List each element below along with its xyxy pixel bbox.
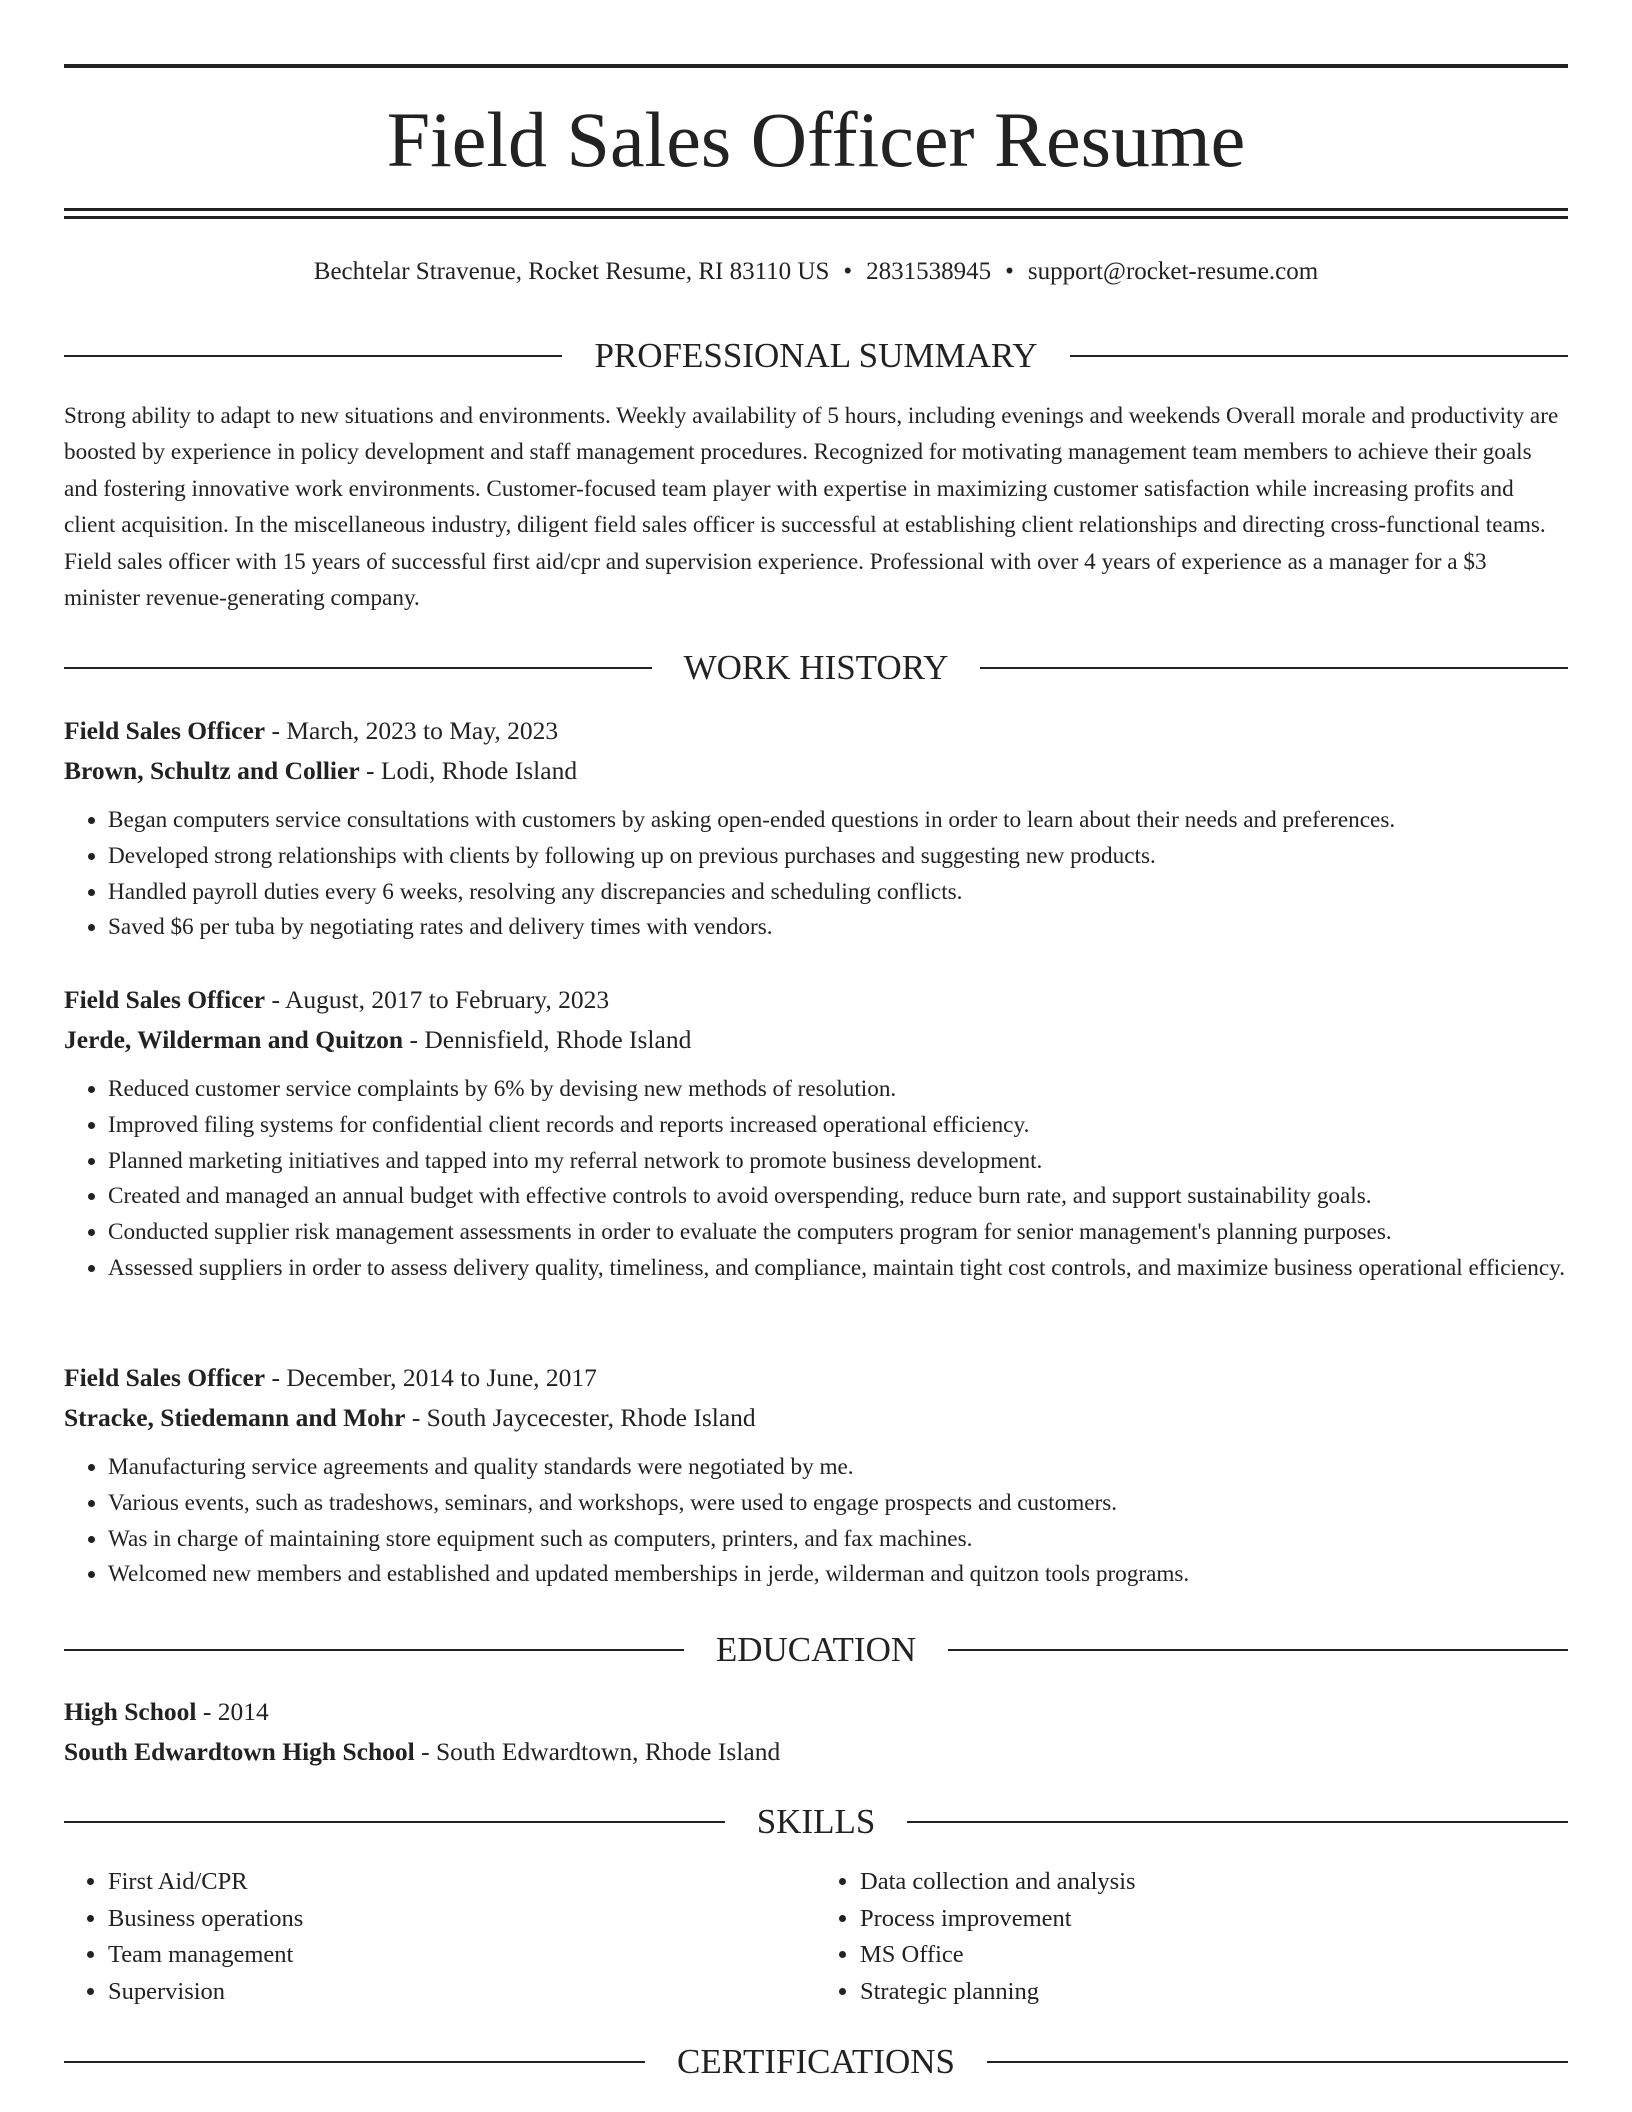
job-title: Field Sales Officer [64, 1363, 266, 1392]
skills-column-left [64, 1864, 816, 2010]
section-header-summary [64, 334, 1568, 378]
section-rule [987, 2061, 1568, 2063]
education-school-line [64, 1732, 1568, 1772]
job-bullet: • Developed strong relationships with clients by following up on previous purchases and suggesting new products. [108, 839, 1568, 875]
education-entry [64, 1692, 1568, 1772]
section-header-education [64, 1628, 1568, 1672]
job-location: - Dennisfield, Rhode Island [403, 1025, 692, 1054]
job-company: Jerde, Wilderman and Quitzon [64, 1025, 404, 1054]
section-rule [64, 355, 562, 357]
job-company-line [64, 1020, 1568, 1060]
skill-item: • Supervision [108, 1974, 816, 2011]
section-rule [1070, 355, 1568, 357]
section-title-work: WORK HISTORY [683, 648, 949, 687]
contact-separator: • [1005, 258, 1014, 285]
section-rule [980, 667, 1568, 669]
section-title-skills: SKILLS [756, 1802, 876, 1841]
job-company-line [64, 1398, 1568, 1438]
job-company: Brown, Schultz and Collier [64, 756, 360, 785]
section-header-work [64, 646, 1568, 690]
job-bullet: • Various events, such as tradeshows, seminars, and workshops, were used to engage prospects and customers. [108, 1486, 1568, 1522]
job-bullet: • Saved $6 per tuba by negotiating rates and delivery times with vendors. [108, 910, 1568, 946]
job-bullets [64, 1450, 1568, 1593]
education-degree-line [64, 1692, 1568, 1732]
job-title: Field Sales Officer [64, 985, 266, 1014]
job-bullet: • Handled payroll duties every 6 weeks, resolving any discrepancies and scheduling conflicts. [108, 875, 1568, 911]
job-entry [64, 711, 1568, 946]
job-bullet: • Conducted supplier risk management assessments in order to evaluate the computers program for senior management's planning purposes. [108, 1215, 1568, 1251]
education-school: South Edwardtown High School [64, 1737, 415, 1766]
education-location: - South Edwardtown, Rhode Island [414, 1737, 781, 1766]
section-rule [64, 667, 652, 669]
job-title-line [64, 1358, 1568, 1398]
job-title: Field Sales Officer [64, 716, 266, 745]
section-title-certifications: CERTIFICATIONS [677, 2042, 955, 2081]
job-bullet: • Began computers service consultations with customers by asking open-ended questions in order to learn about their needs and preferences. [108, 803, 1568, 839]
contact-phone: 2831538945 [866, 258, 992, 285]
job-bullets [64, 1072, 1568, 1287]
job-dates: - December, 2014 to June, 2017 [265, 1363, 597, 1392]
job-bullets [64, 803, 1568, 946]
education-degree: High School [64, 1697, 197, 1726]
section-rule [64, 1649, 684, 1651]
skills-list [64, 1864, 1568, 2010]
job-bullet: • Improved filing systems for confidential client records and reports increased operational efficiency. [108, 1108, 1568, 1144]
section-title-summary: PROFESSIONAL SUMMARY [594, 336, 1038, 375]
skill-item: • Strategic planning [860, 1974, 1568, 2011]
contact-email: support@rocket-resume.com [1027, 258, 1319, 285]
job-bullet: • Planned marketing initiatives and tapped into my referral network to promote business development. [108, 1144, 1568, 1180]
skill-item: • Data collection and analysis [860, 1864, 1568, 1901]
top-rule [64, 64, 1568, 68]
job-entry [64, 1358, 1568, 1593]
contact-separator: • [843, 258, 853, 285]
section-rule [64, 1821, 725, 1823]
skill-item: • MS Office [860, 1937, 1568, 1974]
job-dates: - March, 2023 to May, 2023 [265, 716, 559, 745]
job-entry [64, 980, 1568, 1287]
job-location: - South Jaycecester, Rhode Island [405, 1403, 756, 1432]
contact-line [64, 254, 1568, 290]
section-title-education: EDUCATION [715, 1630, 917, 1669]
skill-item: • Business operations [108, 1901, 816, 1938]
job-bullet: • Welcomed new members and established and updated memberships in jerde, wilderman and quitzon tools programs. [108, 1557, 1568, 1593]
skill-item: • Process improvement [860, 1901, 1568, 1938]
skill-item: • First Aid/CPR [108, 1864, 816, 1901]
job-title-line [64, 711, 1568, 751]
job-bullet: • Was in charge of maintaining store equipment such as computers, printers, and fax machines. [108, 1522, 1568, 1558]
job-company-line [64, 751, 1568, 791]
job-title-line [64, 980, 1568, 1020]
section-rule [907, 1821, 1568, 1823]
section-header-skills [64, 1800, 1568, 1844]
section-rule [64, 2061, 645, 2063]
job-company: Stracke, Stiedemann and Mohr [64, 1403, 406, 1432]
page-title: Field Sales Officer Resume [386, 96, 1246, 183]
contact-address: Bechtelar Stravenue, Rocket Resume, RI 83110 US [313, 258, 830, 285]
job-bullet: • Assessed suppliers in order to assess delivery quality, timeliness, and compliance, maintain tight cost controls, and maximize business operational efficiency. [108, 1251, 1568, 1287]
job-bullet: • Manufacturing service agreements and quality standards were negotiated by me. [108, 1450, 1568, 1486]
summary-text: Strong ability to adapt to new situations and environments. Weekly availability of 5 hours, including evenings and weekends Overall morale and productivity are boosted by experience in policy development and staff management procedures. Recognized for motivating management team members to achieve their goals and fostering innovative work environments. Customer-focused team player with expertise in maximizing customer satisfaction while increasing profits and client acquisition. In the miscellaneous industry, diligent field sales officer is successful at establishing client relationships and directing cross-functional teams. Field sales officer with 15 years of successful first aid/cpr and supervision experience. Professional with over 4 years of experience as a manager for a $3 minister revenue-generating company. [64, 403, 1559, 612]
education-year: - 2014 [196, 1697, 269, 1726]
job-location: - Lodi, Rhode Island [359, 756, 578, 785]
title-rule-upper [64, 208, 1568, 211]
section-rule [948, 1649, 1568, 1651]
skill-item: • Team management [108, 1937, 816, 1974]
job-bullet: • Reduced customer service complaints by 6% by devising new methods of resolution. [108, 1072, 1568, 1108]
skills-column-right [816, 1864, 1568, 2010]
title-rule-lower [64, 216, 1568, 219]
section-header-certifications [64, 2040, 1568, 2084]
job-dates: - August, 2017 to February, 2023 [265, 985, 610, 1014]
job-bullet: • Created and managed an annual budget with effective controls to avoid overspending, reduce burn rate, and support sustainability goals. [108, 1179, 1568, 1215]
